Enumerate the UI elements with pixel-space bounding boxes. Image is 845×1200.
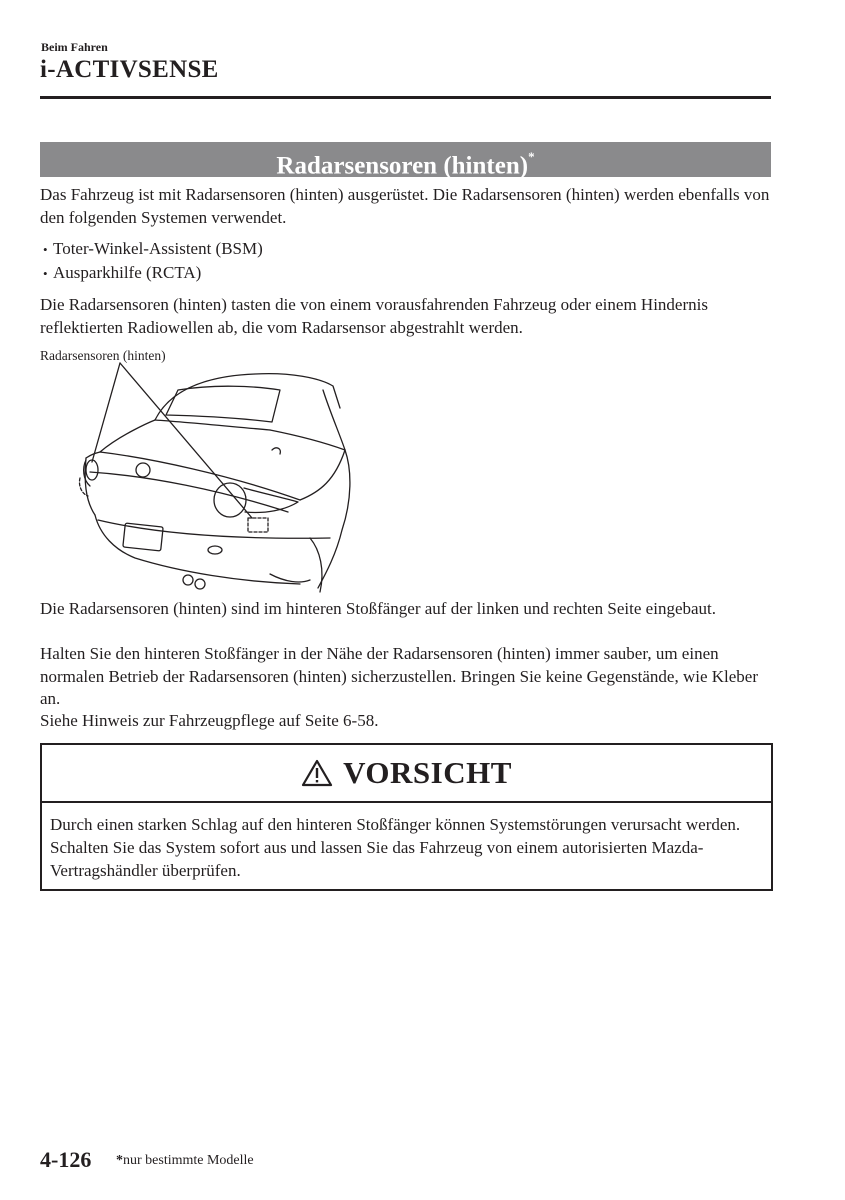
section-label: Beim Fahren <box>41 40 108 54</box>
caution-box <box>40 743 773 891</box>
detection-paragraph: Die Radarsensoren (hinten) tasten die von einem vorausfahrenden Fahrzeug oder einem Hindernis reflektierten Radiowellen ab, die vom Radarsensor abgestrahlt werden. <box>40 295 708 337</box>
topic-footnote-marker: * <box>528 149 535 164</box>
systems-list <box>43 237 263 285</box>
body-paragraph-location: Die Radarsensoren (hinten) sind im hinteren Stoßfänger auf der linken und rechten Seite eingebaut. <box>40 599 717 618</box>
caution-text: Durch einen starken Schlag auf den hinteren Stoßfänger können Systemstörungen verursacht werden. Schalten Sie das System sofort aus und lassen Sie das Fahrzeug von einem autorisierten Mazda-Vertragshändler überprüfen. <box>50 815 741 880</box>
list-item: • Ausparkhilfe (RCTA) <box>43 261 263 285</box>
page-number: 4-126 <box>40 1147 92 1172</box>
topic-heading <box>40 142 771 180</box>
chapter-title: i-ACTIVSENSE <box>40 56 219 83</box>
body-paragraph-cleaning: Halten Sie den hinteren Stoßfänger in der Nähe der Radarsensoren (hinten) immer sauber, um einen normalen Betrieb der Radarsensoren (hinten) sicherzustellen. Bringen Sie keine Gegenstände, wie Kleber an. <box>40 644 758 708</box>
caution-title: VORSICHT <box>343 755 512 790</box>
car-rear-illustration <box>40 360 360 600</box>
footnote <box>116 1153 254 1169</box>
intro-paragraph: Das Fahrzeug ist mit Radarsensoren (hinten) ausgerüstet. Die Radarsensoren (hinten) werden ebenfalls von den folgenden Systemen verwendet. <box>40 185 770 227</box>
footnote-marker: * <box>116 1153 123 1168</box>
footnote-text: nur bestimmte Modelle <box>123 1153 254 1168</box>
header-rule <box>40 96 771 99</box>
topic-title: Radarsensoren (hinten) <box>276 152 529 180</box>
figure-callout: Radarsensoren (hinten) <box>40 348 166 363</box>
body-paragraph-reference: Siehe Hinweis zur Fahrzeugpflege auf Seite 6-58. <box>40 711 379 730</box>
warning-triangle-icon <box>301 759 333 787</box>
caution-header <box>42 745 771 803</box>
list-item: • Toter-Winkel-Assistent (BSM) <box>43 237 263 261</box>
